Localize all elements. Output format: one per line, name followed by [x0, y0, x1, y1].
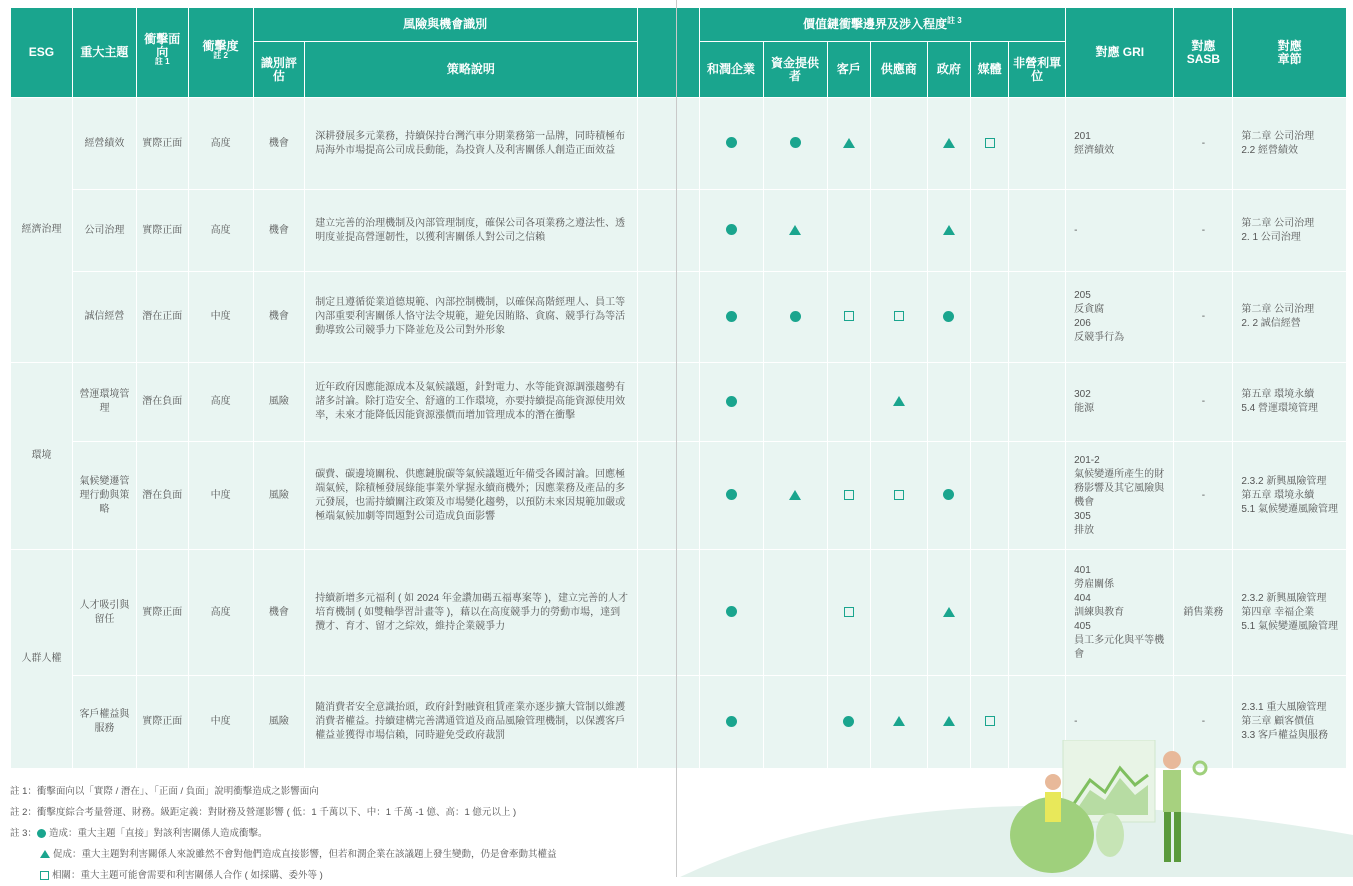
gri-cell: - [1066, 676, 1174, 769]
blank-cell [637, 550, 699, 676]
strategy-cell: 制定且遵循從業道德規範、內部控制機制，以確保高階經理人、員工等內部重要利害關係人恪守法令規範，避免因賄賂、貪腐、競爭行為等活動導致公司競爭力下降並危及公司對外形象 [305, 272, 637, 363]
impact-cell [870, 442, 927, 550]
gri-cell: 201-2 氣候變遷所產生的財務影響及其它風險與機會 305 排放 [1066, 442, 1174, 550]
hollow-square-icon [844, 607, 854, 617]
table-row [11, 442, 1347, 550]
degree-cell: 高度 [188, 98, 253, 190]
header-stakeholder: 政府 [927, 42, 970, 98]
person2-head [1163, 751, 1181, 769]
triangle-icon [943, 607, 955, 617]
footnote-1: 註 1：衝擊面向以「實際 / 潛在」、「正面 / 負面」說明衝擊造成之影響面向 [10, 786, 319, 797]
sasb-cell: - [1174, 98, 1233, 190]
header-degree: 衝擊度 $^{註 2}$ [188, 8, 253, 98]
triangle-icon [40, 850, 50, 858]
degree-cell: 高度 [188, 190, 253, 272]
hollow-square-icon [985, 138, 995, 148]
header-risk-group: 風險與機會識別 [253, 8, 637, 42]
strategy-cell: 碳費、碳邊境關稅、供應鏈脫碳等氣候議題近年備受各國討論。回應極端氣候，除積極發展綠能事業外掌握永續商機外；因應業務及產品的多元發展，也需持續關注政策及市場變化趨勢，以預防未來因規範加嚴或極端氣候加劇等問題對公司造成負面影響 [305, 442, 637, 550]
hollow-square-icon [894, 311, 904, 321]
triangle-icon [943, 138, 955, 148]
table-body [11, 98, 1347, 769]
chapter-cell: 第五章 環境永續 5.4 營運環境管理 [1233, 363, 1347, 442]
impact-cell [699, 272, 763, 363]
gear-icon [1194, 762, 1206, 774]
footnote-3-square: 相關：重大主題可能會需要和利害關係人合作 ( 如採購、委外等 ) [10, 865, 670, 886]
impact-cell [763, 363, 827, 442]
sasb-cell: - [1174, 272, 1233, 363]
header-strategy: 策略說明 [305, 42, 637, 98]
blank-cell [637, 442, 699, 550]
impact-cell [1009, 550, 1066, 676]
gri-cell: - [1066, 190, 1174, 272]
impact-cell [927, 272, 970, 363]
assess-cell: 風險 [253, 676, 305, 769]
strategy-cell: 近年政府因應能源成本及氣候議題，針對電力、水等能資源調漲趨勢有諸多討論。除打造安全、舒適的工作環境，亦要持續提高能資源使用效率，未來才能降低因能資源漲價而增加管理成本的潛在衝擊 [305, 363, 637, 442]
filled-circle-icon [726, 489, 737, 500]
impact-cell [971, 272, 1009, 363]
filled-circle-icon [943, 311, 954, 322]
strategy-cell: 深耕發展多元業務，持續保持台灣汽車分期業務第一品牌，同時積極布局海外市場提高公司成長動能，為投資人及利害關係人創造正面效益 [305, 98, 637, 190]
header-sasb: 對應 SASB [1174, 8, 1233, 98]
header-value-chain: 價值鏈衝擊邊界及涉入程度$^{註 3}$ [699, 8, 1066, 42]
impact-cell [699, 550, 763, 676]
sasb-cell: - [1174, 442, 1233, 550]
direction-cell: 實際正面 [136, 98, 188, 190]
header-blank [637, 8, 699, 98]
direction-cell: 潛在正面 [136, 272, 188, 363]
hollow-square-icon [985, 716, 995, 726]
footnote-3-triangle: 促成：重大主題對利害關係人來說雖然不會對他們造成直接影響，但若和潤企業在該議題上發生變動，仍是會牽動其權益 [10, 844, 670, 865]
header-assess: 識別評估 [253, 42, 305, 98]
impact-cell [1009, 442, 1066, 550]
degree-cell: 中度 [188, 272, 253, 363]
filled-circle-icon [790, 311, 801, 322]
filled-circle-icon [726, 606, 737, 617]
topic-cell: 公司治理 [72, 190, 136, 272]
esg-category: 環境 [11, 363, 73, 550]
degree-cell: 高度 [188, 550, 253, 676]
topic-cell: 人才吸引與留任 [72, 550, 136, 676]
sasb-cell: - [1174, 363, 1233, 442]
header-chapter: 對應 章節 [1233, 8, 1347, 98]
topic-cell: 客戶權益與服務 [72, 676, 136, 769]
impact-cell [971, 190, 1009, 272]
topic-cell: 誠信經營 [72, 272, 136, 363]
impact-cell [827, 442, 870, 550]
topic-cell: 氣候變遷管理行動與策略 [72, 442, 136, 550]
table-row [11, 363, 1347, 442]
gri-cell: 201 經濟績效 [1066, 98, 1174, 190]
assess-cell: 風險 [253, 363, 305, 442]
esg-category: 經濟治理 [11, 98, 73, 363]
decorative-illustration [680, 740, 1353, 877]
impact-cell [927, 190, 970, 272]
impact-cell [1009, 363, 1066, 442]
strategy-cell: 持續新增多元福利 ( 如 2024 年金讚加碼五福專案等 )，建立完善的人才培育機制 ( 如雙軸學習計畫等 )，藉以在高度競爭力的勞動市場，達到攬才、育才、留才之綜效，維持企業競爭力 [305, 550, 637, 676]
assess-cell: 機會 [253, 98, 305, 190]
blank-cell [637, 272, 699, 363]
footnotes [10, 781, 670, 886]
impact-cell [827, 363, 870, 442]
footnote-2: 註 2：衝擊度綜合考量營運、財務。級距定義：對財務及營運影響 ( 低：1 千萬以下、中：1 千萬 -1 億、高：1 億元以上 ) [10, 807, 517, 818]
impact-cell [971, 550, 1009, 676]
impact-cell [870, 550, 927, 676]
blank-cell [637, 363, 699, 442]
chapter-cell: 2.3.1 重大風險管理 第三章 顧客價值 3.3 客戶權益與服務 [1233, 676, 1347, 769]
impact-cell [763, 550, 827, 676]
strategy-cell: 建立完善的治理機制及內部管理制度，確保公司各項業務之遵法性、透明度並提高營運韌性，以獲利害關係人對公司之信賴 [305, 190, 637, 272]
impact-cell [1009, 272, 1066, 363]
hollow-square-icon [844, 490, 854, 500]
direction-cell: 實際正面 [136, 676, 188, 769]
assess-cell: 機會 [253, 190, 305, 272]
triangle-icon [943, 225, 955, 235]
person2-body [1163, 770, 1181, 812]
impact-cell [699, 190, 763, 272]
table-row [11, 190, 1347, 272]
impact-cell [971, 363, 1009, 442]
blank-cell [637, 98, 699, 190]
impact-cell [763, 442, 827, 550]
page-fold-divider [676, 0, 677, 877]
impact-cell [870, 363, 927, 442]
assess-cell: 機會 [253, 550, 305, 676]
impact-cell [971, 98, 1009, 190]
impact-cell [699, 363, 763, 442]
table-row [11, 550, 1347, 676]
impact-cell [971, 442, 1009, 550]
triangle-icon [789, 490, 801, 500]
filled-circle-icon [37, 829, 46, 838]
impact-cell [763, 190, 827, 272]
filled-circle-icon [726, 224, 737, 235]
impact-cell [1009, 98, 1066, 190]
strategy-cell: 隨消費者安全意識抬頭，政府針對融資租賃產業亦逐步擴大管制以維護消費者權益。持續建構完善溝通管道及商品風險管理機制，以保護客戶權益並獲得市場信賴，同時避免受政府裁罰 [305, 676, 637, 769]
gri-cell: 302 能源 [1066, 363, 1174, 442]
header-stakeholder: 非營利單位 [1009, 42, 1066, 98]
impact-cell [870, 272, 927, 363]
impact-cell [870, 190, 927, 272]
triangle-icon [843, 138, 855, 148]
impact-cell [1009, 190, 1066, 272]
person2-leg [1174, 812, 1181, 862]
degree-cell: 中度 [188, 442, 253, 550]
triangle-icon [943, 716, 955, 726]
triangle-icon [789, 225, 801, 235]
person-body [1045, 792, 1061, 822]
impact-cell [927, 442, 970, 550]
impact-cell [927, 363, 970, 442]
blank-cell [637, 190, 699, 272]
filled-circle-icon [790, 137, 801, 148]
person2-leg [1164, 812, 1171, 862]
gri-cell: 401 勞雇關係 404 訓練與教育 405 員工多元化與平等機會 [1066, 550, 1174, 676]
filled-circle-icon [726, 396, 737, 407]
assess-cell: 風險 [253, 442, 305, 550]
impact-cell [699, 98, 763, 190]
impact-cell [827, 98, 870, 190]
filled-circle-icon [726, 716, 737, 727]
impact-cell [827, 550, 870, 676]
sasb-cell: 銷售業務 [1174, 550, 1233, 676]
header-stakeholder: 供應商 [870, 42, 927, 98]
sasb-cell: - [1174, 676, 1233, 769]
impact-cell [763, 98, 827, 190]
impact-cell [827, 190, 870, 272]
leaf [1096, 813, 1124, 857]
header-stakeholder: 媒體 [971, 42, 1009, 98]
filled-circle-icon [726, 137, 737, 148]
hollow-square-icon [894, 490, 904, 500]
table-row [11, 98, 1347, 190]
gri-cell: 205 反貪腐 206 反競爭行為 [1066, 272, 1174, 363]
header-stakeholder: 資金提供者 [763, 42, 827, 98]
topic-cell: 經營績效 [72, 98, 136, 190]
chapter-cell: 第二章 公司治理 2. 2 誠信經營 [1233, 272, 1347, 363]
impact-cell [827, 272, 870, 363]
degree-cell: 中度 [188, 676, 253, 769]
materiality-table [10, 7, 1347, 769]
chapter-cell: 2.3.2 新興風險管理 第五章 環境永續 5.1 氣候變遷風險管理 [1233, 442, 1347, 550]
direction-cell: 潛在負面 [136, 442, 188, 550]
triangle-icon [893, 716, 905, 726]
impact-cell [699, 442, 763, 550]
footnote-3: 註 3： 造成：重大主題「直接」對該利害關係人造成衝擊。 [10, 828, 268, 839]
person-head [1045, 774, 1061, 790]
topic-cell: 營運環境管理 [72, 363, 136, 442]
hollow-square-icon [40, 871, 49, 880]
direction-cell: 實際正面 [136, 550, 188, 676]
impact-cell [870, 98, 927, 190]
direction-cell: 實際正面 [136, 190, 188, 272]
header-topic: 重大主題 [72, 8, 136, 98]
header-esg: ESG [11, 8, 73, 98]
header-stakeholder: 和潤企業 [699, 42, 763, 98]
impact-cell [927, 550, 970, 676]
direction-cell: 潛在負面 [136, 363, 188, 442]
impact-cell [763, 272, 827, 363]
table-row [11, 272, 1347, 363]
triangle-icon [893, 396, 905, 406]
hollow-square-icon [844, 311, 854, 321]
chapter-cell: 第二章 公司治理 2.2 經營績效 [1233, 98, 1347, 190]
header-gri: 對應 GRI [1066, 8, 1174, 98]
filled-circle-icon [943, 489, 954, 500]
esg-category: 人群人權 [11, 550, 73, 769]
impact-cell [927, 98, 970, 190]
sasb-cell: - [1174, 190, 1233, 272]
header-stakeholder: 客戶 [827, 42, 870, 98]
assess-cell: 機會 [253, 272, 305, 363]
filled-circle-icon [843, 716, 854, 727]
chapter-cell: 2.3.2 新興風險管理 第四章 幸福企業 5.1 氣候變遷風險管理 [1233, 550, 1347, 676]
degree-cell: 高度 [188, 363, 253, 442]
filled-circle-icon [726, 311, 737, 322]
chapter-cell: 第二章 公司治理 2. 1 公司治理 [1233, 190, 1347, 272]
header-direction: 衝擊面向 $^{註 1}$ [136, 8, 188, 98]
